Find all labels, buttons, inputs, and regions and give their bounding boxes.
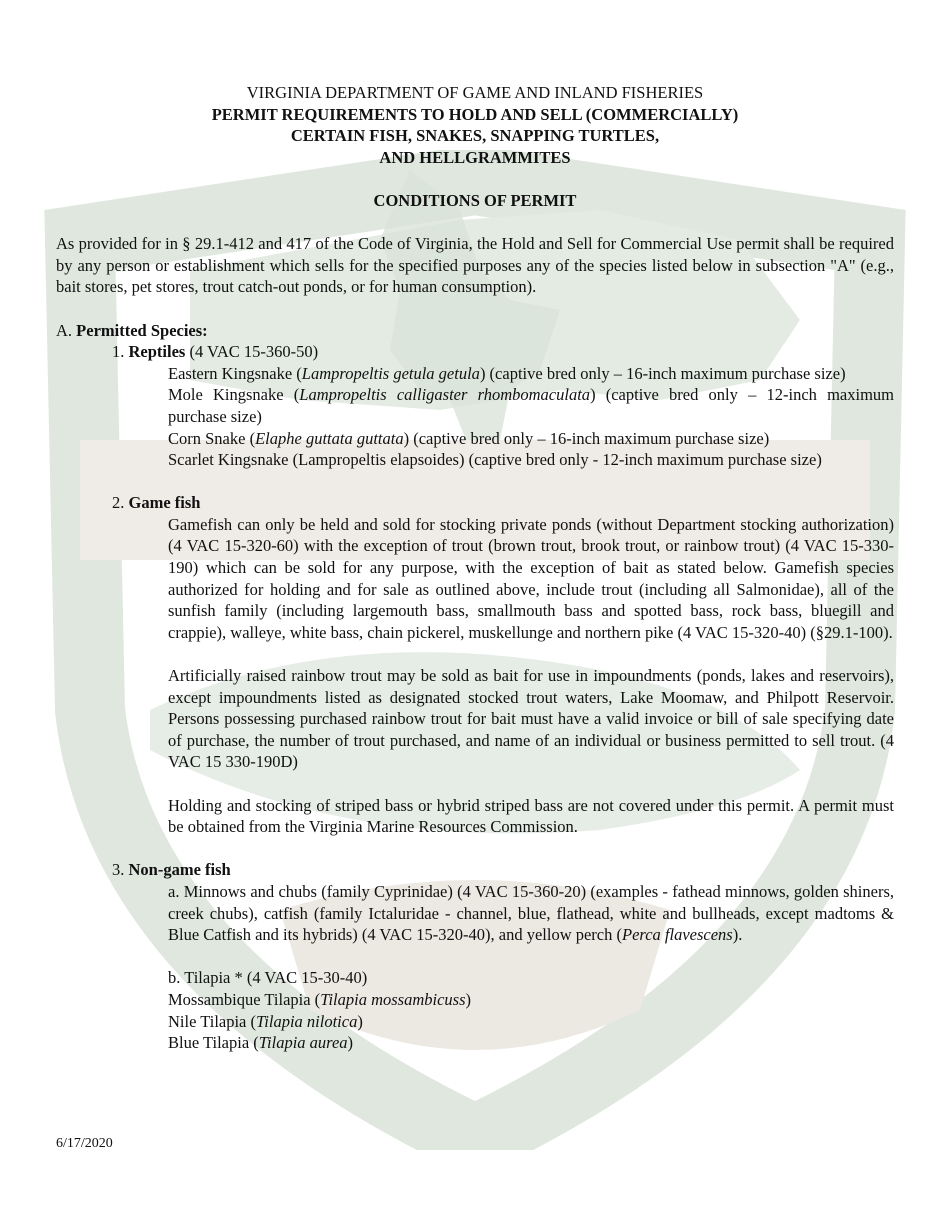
intro-paragraph: As provided for in § 29.1-412 and 417 of the Code of Virginia, the Hold and Sell for Commercial Use permit shall be required by any person or establishment which sells for the specified purposes any of the species listed below in subsection "A" (e.g., bait stores, pet stores, trout catch-out ponds, or for human consumption). xyxy=(56,234,894,297)
gamefish-heading: 2. Game fish xyxy=(112,493,201,513)
gamefish-paragraph-2: Artificially raised rainbow trout may be sold as bait for use in impoundments (ponds, lakes and reservoirs), except impoundments listed as designated stocked trout waters, Lake Moomaw, and Philpott Reservoir. Persons possessing purchased rainbow trout for bait must have a valid invoice or bill of sale specifying date of purchase, the number of trout purchased, and name of an individual or business permitted to sell trout. (4 VAC 15 330-190D) xyxy=(168,666,894,772)
section-a-title: Permitted Species: xyxy=(76,320,208,340)
gamefish-title: Game fish xyxy=(128,493,201,513)
tilapia-blue: Blue Tilapia (Tilapia aurea) xyxy=(168,1033,354,1053)
tilapia-mossambique: Mossambique Tilapia (Tilapia mossambicuss) xyxy=(168,989,472,1009)
document-header xyxy=(56,82,894,212)
agency-name: VIRGINIA DEPARTMENT OF GAME AND INLAND FISHERIES xyxy=(246,83,704,102)
reptile-corn-snake: Corn Snake (Elaphe guttata guttata) (captive bred only – 16-inch maximum purchase size) xyxy=(168,428,770,448)
nongame-heading: 3. Non-game fish xyxy=(112,860,231,880)
reptiles-ref: (4 VAC 15-360-50) xyxy=(189,342,319,362)
footer-date: 6/17/2020 xyxy=(56,1136,113,1151)
reptile-scarlet-kingsnake: Scarlet Kingsnake (Lampropeltis elapsoides) (captive bred only - 12-inch maximum purchase size) xyxy=(168,450,822,470)
reptile-mole-kingsnake: Mole Kingsnake (Lampropeltis calligaster rhombomaculata) (captive bred only – 12-inch maximum purchase size) xyxy=(168,385,895,426)
reptiles-heading: 1. Reptiles (4 VAC 15-360-50) xyxy=(112,342,319,362)
title-line-1: PERMIT REQUIREMENTS TO HOLD AND SELL (COMMERCIALLY) xyxy=(211,104,739,124)
nongame-item-b-title: b. Tilapia * (4 VAC 15-30-40) xyxy=(168,968,368,988)
nongame-body xyxy=(56,881,894,1054)
gamefish-body xyxy=(56,514,894,838)
reptiles-title: Reptiles xyxy=(128,342,186,362)
tilapia-nile: Nile Tilapia (Tilapia nilotica) xyxy=(168,1011,363,1031)
nongame-title: Non-game fish xyxy=(128,860,231,880)
title-line-2: CERTAIN FISH, SNAKES, SNAPPING TURTLES, xyxy=(290,126,660,146)
section-a-prefix: A. xyxy=(56,320,73,340)
gamefish-paragraph-3: Holding and stocking of striped bass or hybrid striped bass are not covered under this permit. A permit must be obtained from the Virginia Marine Resources Commission. xyxy=(168,795,894,837)
title-line-3: AND HELLGRAMMITES xyxy=(379,147,571,167)
reptiles-list xyxy=(56,363,894,471)
document-page xyxy=(56,82,894,1054)
conditions-heading: CONDITIONS OF PERMIT xyxy=(373,190,577,210)
section-a-heading xyxy=(56,320,894,342)
nongame-item-a: a. Minnows and chubs (family Cyprinidae) (4 VAC 15-360-20) (examples - fathead minnows, golden shiners, creek chubs), catfish (family Ictaluridae - channel, blue, flathead, white and bullheads, except madtoms & Blue Catfish and its hybrids) (4 VAC 15-320-40), and yellow perch (Perca flavescens). xyxy=(168,881,894,945)
reptile-eastern-kingsnake: Eastern Kingsnake (Lampropeltis getula getula) (captive bred only – 16-inch maximum purchase size) xyxy=(168,363,846,383)
gamefish-paragraph-1: Gamefish can only be held and sold for stocking private ponds (without Department stocking authorization) (4 VAC 15-320-60) with the exception of trout (brown trout, brook trout, or rainbow trout) (4 VAC 15-330-190) which can be sold for any purpose, with the exception of bait as stated below. Gamefish species authorized for holding and for sale as outlined above, include trout (including all Salmonidae), all of the sunfish family (including largemouth bass, smallmouth bass and spotted bass, rock bass, bluegill and crappie), walleye, white bass, chain pickerel, muskellunge and northern pike (4 VAC 15-320-40) (§29.1-100). xyxy=(168,514,894,642)
